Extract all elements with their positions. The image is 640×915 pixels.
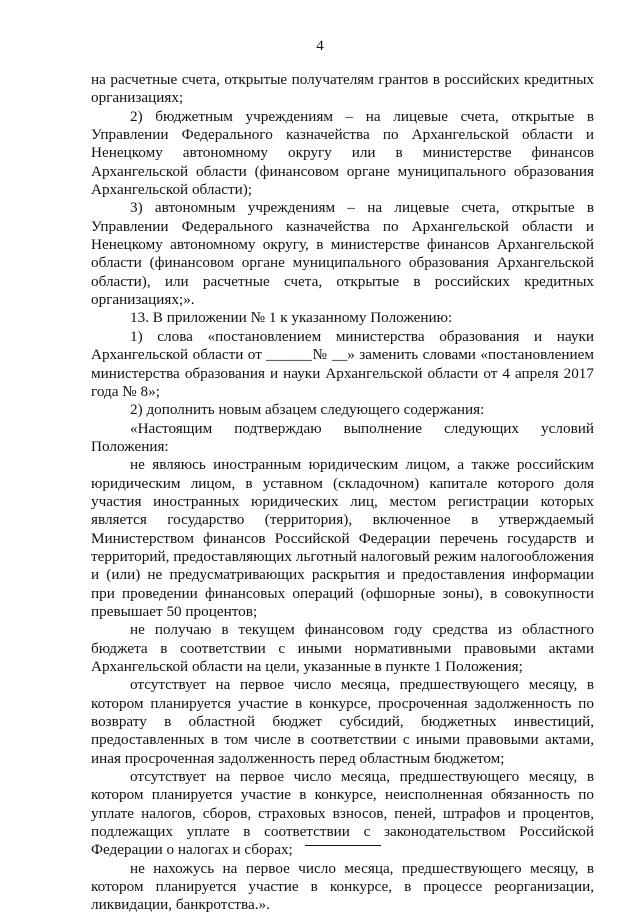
paragraph-condition-no-reorganization: не нахожусь на первое число месяца, предшествующего месяцу, в котором планируется участие в конкурсе, в процессе реорганизации, ликвидации, банкротства.». (91, 859, 594, 914)
paragraph-condition-no-funds: не получаю в текущем финансовом году средства из областного бюджета в соответствии с иными нормативными правовыми актами Архангельской области на цели, указанные в пункте 1 Положения; (91, 621, 594, 675)
page-number: 4 (316, 38, 324, 54)
paragraph-confirmation: «Настоящим подтверждаю выполнение следующих условий Положения: (91, 419, 594, 455)
paragraph-item-13-2: 2) дополнить новым абзацем следующего содержания: (130, 401, 485, 419)
paragraph-item-13-1: 1) слова «постановлением министерства образования и науки Архангельской области от ______№ __» заменить словами «постановлением министерства образования и науки Архангельской области от 4 апреля 2017 года № 8»; (91, 327, 594, 400)
paragraph-autonomous-institutions: 3) автономным учреждениям – на лицевые счета, открытые в Управлении Федерального казначейства по Архангельской области и Ненецкому автономному округу, в министерстве финансов Архангельской области (финансовом органе муниципального образования Архангельской области), или расчетные счета, открытые в российских кредитных организациях;». (91, 199, 594, 309)
paragraph-continuation: на расчетные счета, открытые получателям грантов в российских кредитных организациях; (91, 71, 594, 107)
end-of-document-line (305, 845, 381, 846)
paragraph-condition-no-tax-debt: отсутствует на первое число месяца, предшествующего месяцу, в котором планируется участие в конкурсе, неисполненная обязанность по уплате налогов, сборов, страховых взносов, пеней, штрафов и процентов, подлежащих уплате в соответствии с законодательством Российской Федерации о налогах и сборах; (91, 768, 594, 859)
paragraph-condition-foreign-entity: не являюсь иностранным юридическим лицом, а также российским юридическим лицом, в уставном (складочном) капитале которого доля участия иностранных юридических лиц, местом регистрации которых является государство (территория), включенное в утверждаемый Министерством финансов Российской Федерации перечень государств и территорий, предоставляющих льготный налоговый режим налогообложения и (или) не предусматривающих раскрытия и предоставления информации при проведении финансовых операций (офшорные зоны), в совокупности превышает 50 процентов; (91, 456, 594, 620)
paragraph-budget-institutions: 2) бюджетным учреждениям – на лицевые счета, открытые в Управлении Федерального казначейства по Архангельской области и Ненецкому автономному округу или в министерстве финансов Архангельской области (финансовом органе муниципального образования Архангельской области); (91, 107, 594, 199)
paragraph-item-13: 13. В приложении № 1 к указанному Положению: (130, 309, 453, 327)
paragraph-condition-no-overdue-debt: отсутствует на первое число месяца, предшествующего месяцу, в котором планируется участие в конкурсе, просроченная задолженность по возврату в областной бюджет субсидий, бюджетных инвестиций, предоставленных в том числе в соответствии с иными правовыми актами, иная просроченная задолженность перед областным бюджетом; (91, 676, 594, 767)
document-body (91, 71, 594, 915)
